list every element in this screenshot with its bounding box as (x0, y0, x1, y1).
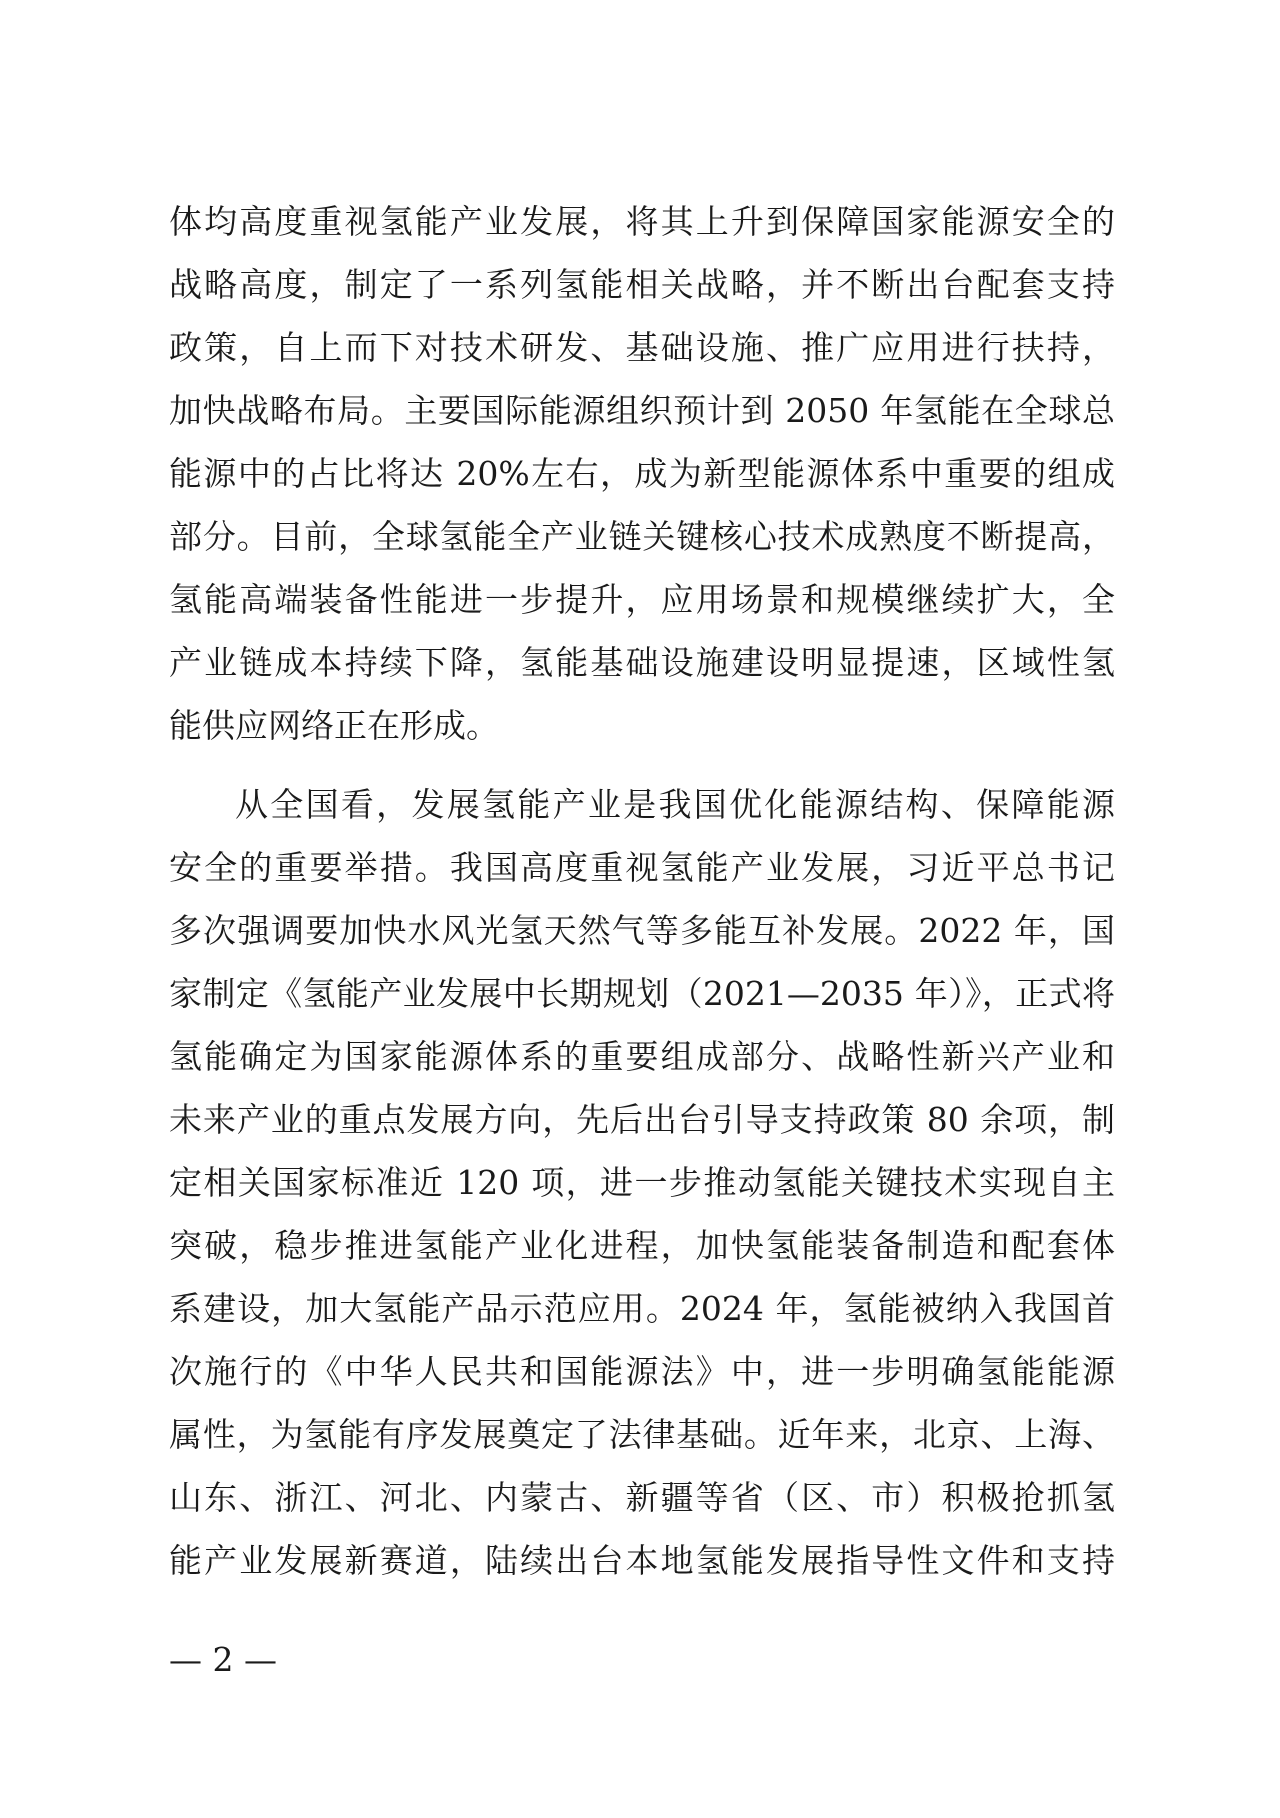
text-line: 属性，为氢能有序发展奠定了法律基础。近年来，北京、上海、 (169, 1415, 1115, 1454)
text-line: 突破，稳步推进氢能产业化进程，加快氢能装备制造和配套体 (169, 1226, 1115, 1265)
text-line: 安全的重要举措。我国高度重视氢能产业发展，习近平总书记 (169, 848, 1115, 887)
text-line: 能产业发展新赛道，陆续出台本地氢能发展指导性文件和支持 (169, 1541, 1115, 1580)
text-line: 定相关国家标准近 120 项，进一步推动氢能关键技术实现自主 (169, 1163, 1115, 1202)
text-line: 氢能确定为国家能源体系的重要组成部分、战略性新兴产业和 (169, 1037, 1115, 1076)
text-line: 系建设，加大氢能产品示范应用。2024 年，氢能被纳入我国首 (169, 1289, 1115, 1328)
text-line: 加快战略布局。主要国际能源组织预计到 2050 年氢能在全球总 (169, 391, 1115, 430)
paragraph-gap (169, 757, 1115, 773)
body-text (169, 190, 1115, 1592)
text-line: 山东、浙江、河北、内蒙古、新疆等省（区、市）积极抢抓氢 (169, 1478, 1115, 1517)
text-line: 多次强调要加快水风光氢天然气等多能互补发展。2022 年，国 (169, 911, 1115, 950)
text-line: 未来产业的重点发展方向，先后出台引导支持政策 80 余项，制 (169, 1100, 1115, 1139)
paragraph-1 (169, 190, 1115, 757)
text-line: 从全国看，发展氢能产业是我国优化能源结构、保障能源 (235, 785, 1115, 824)
paragraph-2 (169, 773, 1115, 1592)
text-line: 次施行的《中华人民共和国能源法》中，进一步明确氢能能源 (169, 1352, 1115, 1391)
text-line: 产业链成本持续下降，氢能基础设施建设明显提速，区域性氢 (169, 643, 1115, 682)
text-line: 氢能高端装备性能进一步提升，应用场景和规模继续扩大，全 (169, 580, 1115, 619)
text-line: 家制定《氢能产业发展中长期规划（2021—2035 年）》，正式将 (169, 974, 1115, 1013)
text-line: 体均高度重视氢能产业发展，将其上升到保障国家能源安全的 (169, 202, 1115, 241)
text-line: 战略高度，制定了一系列氢能相关战略，并不断出台配套支持 (169, 265, 1115, 304)
text-line: 部分。目前，全球氢能全产业链关键核心技术成熟度不断提高， (169, 517, 1115, 556)
text-line: 政策，自上而下对技术研发、基础设施、推广应用进行扶持， (169, 328, 1115, 367)
text-line: 能供应网络正在形成。 (169, 706, 499, 745)
page-number: — 2 — (169, 1640, 277, 1679)
text-line: 能源中的占比将达 20%左右，成为新型能源体系中重要的组成 (169, 454, 1115, 493)
